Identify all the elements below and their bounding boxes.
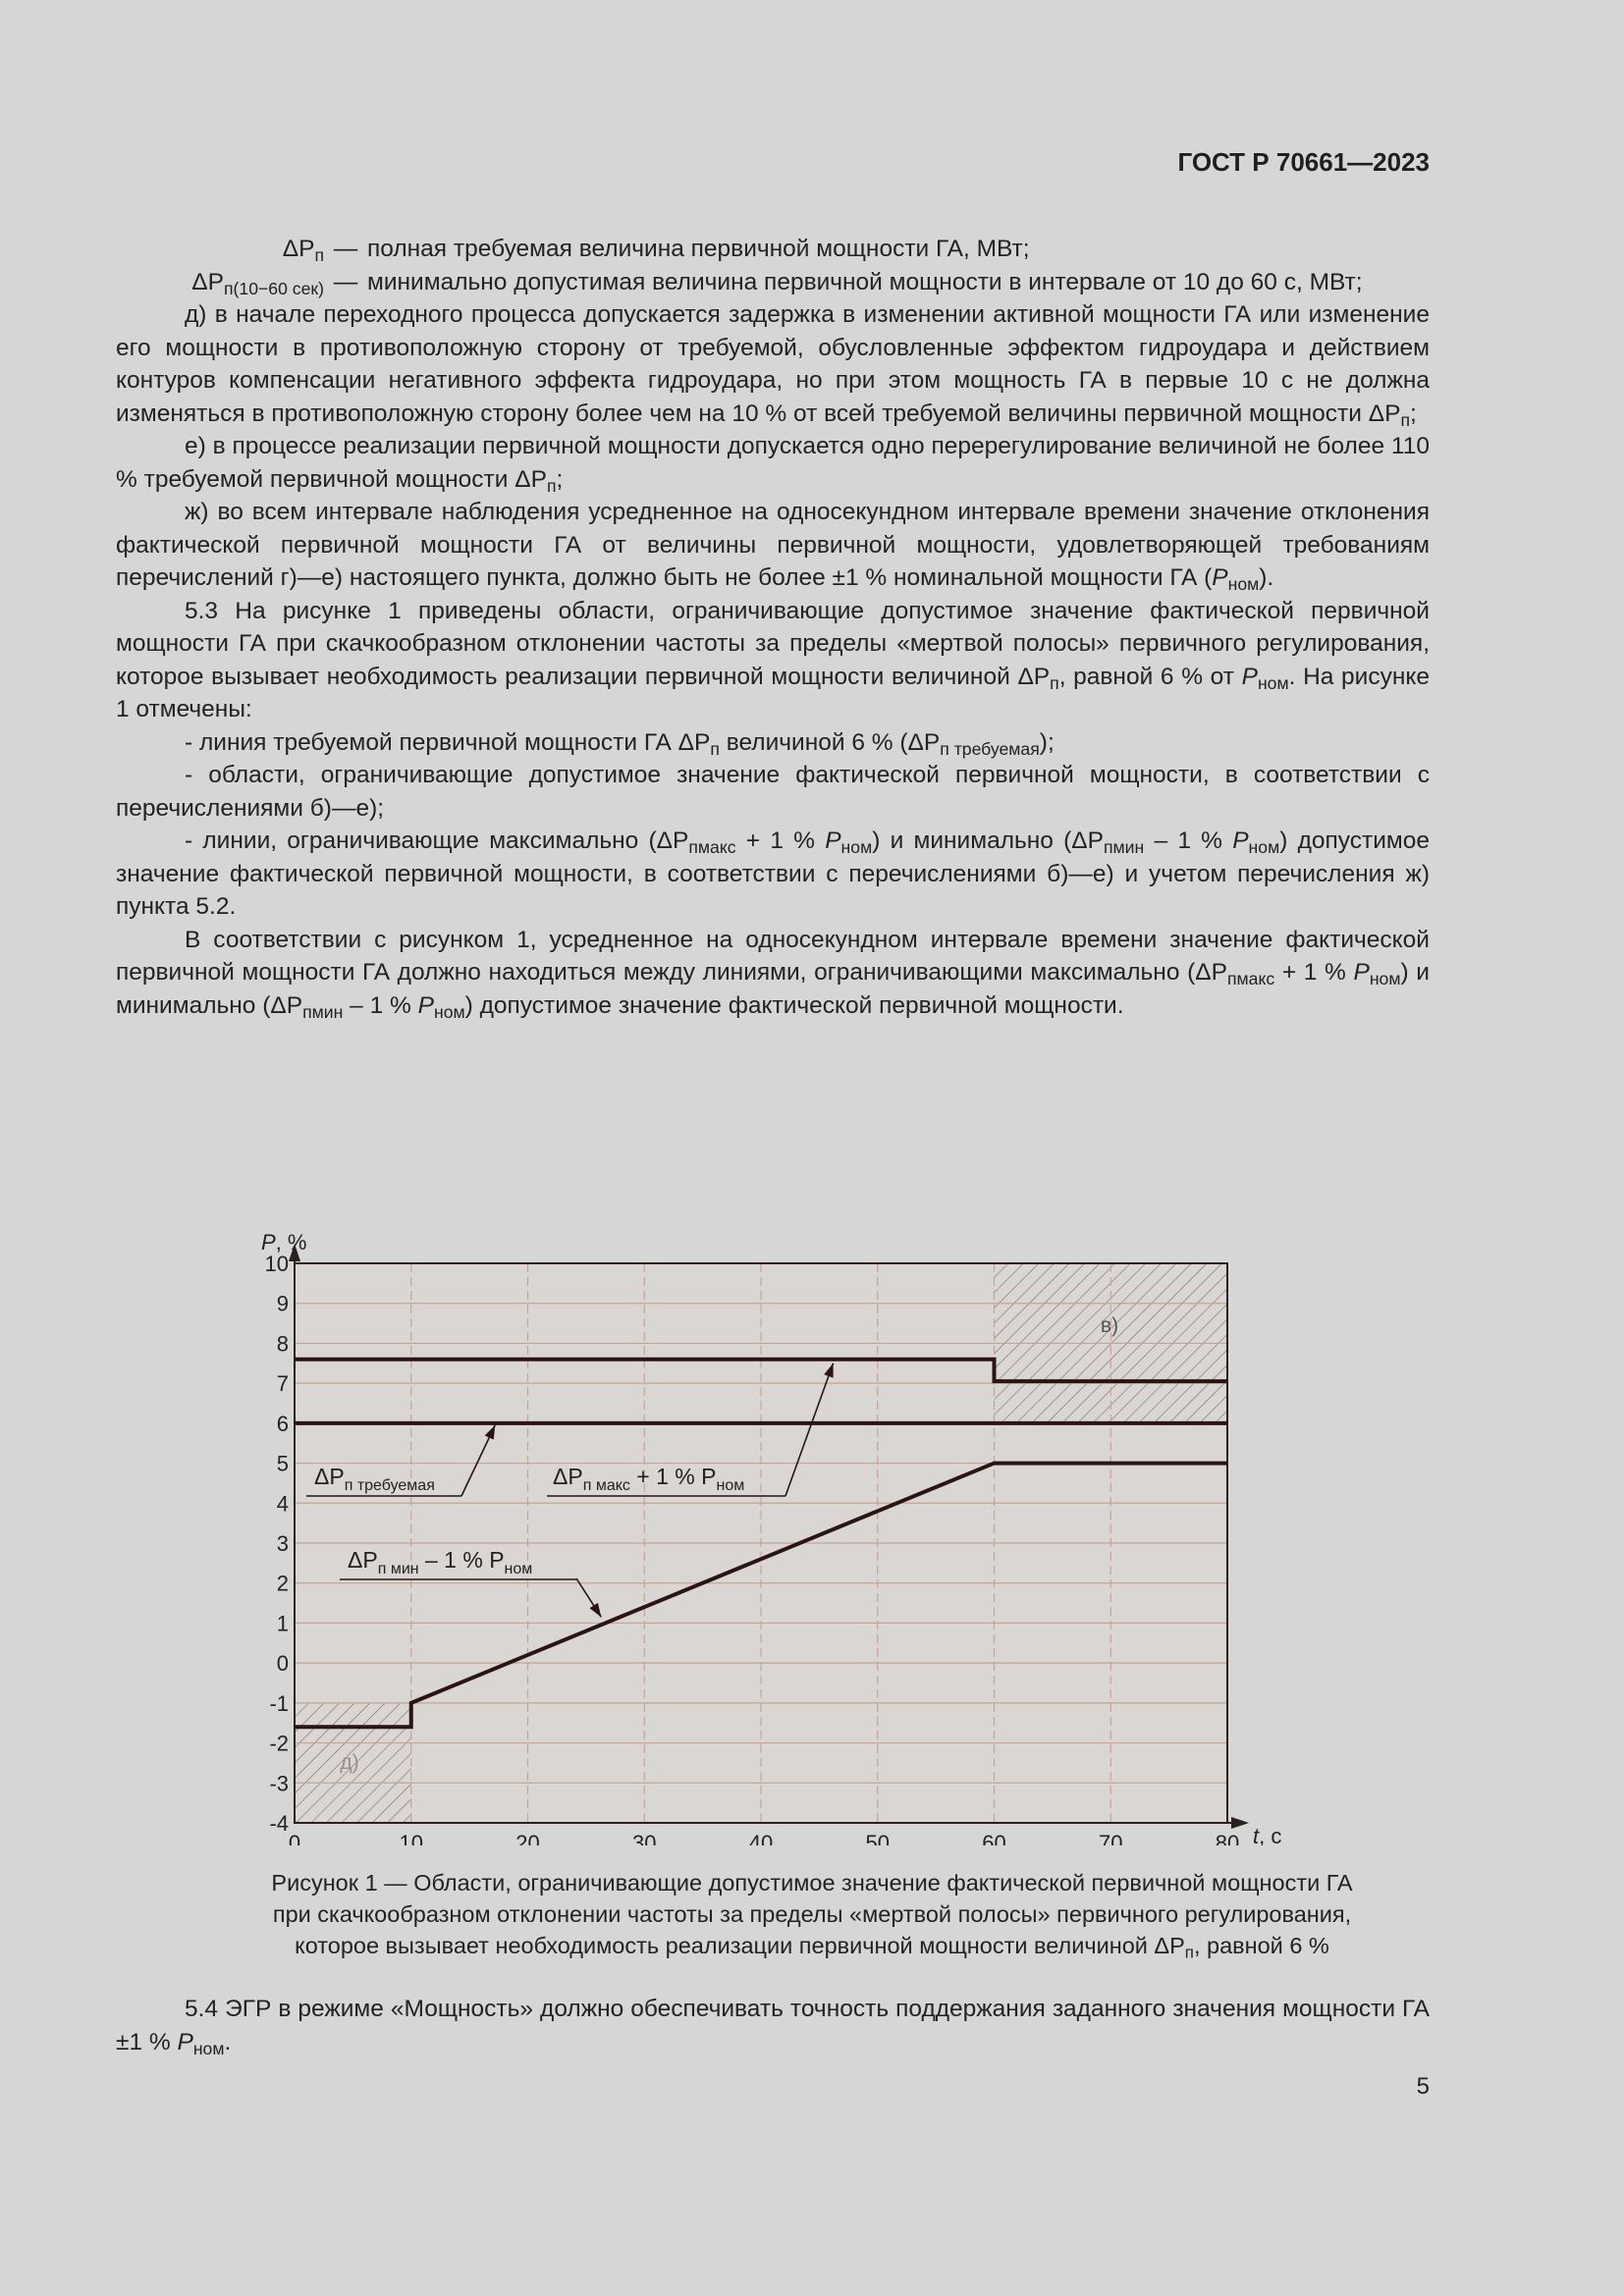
- section-5-3: 5.3 На рисунке 1 приведены области, ограничивающие допустимое значение фактической первичной мощности ГА при скачкообразном отклонении частоты за пределы «мертвой полосы» первичного регулирования, которое вызывает необходимость реализации первичной мощности величиной $\Delta P_п$, равной 6 % от $P_{ном}$. На рисунке 1 отмечены:: [116, 597, 1431, 722]
- region-label: д): [340, 1751, 359, 1774]
- definition-dp: $\Delta P_п$ — полная требуемая величина первичной мощности ГА, МВт;: [116, 233, 1430, 266]
- x-tick-label: 40: [748, 1831, 774, 1845]
- section-5-4: 5.4 ЭГР в режиме «Мощность» должно обеспечивать точность поддержания заданного значения мощности ГА ±1 % $P_{ном}$.: [116, 1996, 1430, 2058]
- y-tick-label: 10: [264, 1252, 289, 1276]
- y-tick-label: -2: [269, 1731, 289, 1756]
- y-tick-label: 0: [276, 1651, 289, 1677]
- document-id: ГОСТ Р 70661—2023: [1177, 147, 1430, 177]
- y-axis-label: P, %: [261, 1230, 307, 1255]
- power-limits-chart: [0, 1217, 1624, 1845]
- annotation-label: $\Delta P_{п требуемая}$: [314, 1464, 435, 1494]
- y-tick-label: 4: [276, 1491, 289, 1517]
- y-tick-label: 3: [276, 1531, 289, 1556]
- y-tick-label: 5: [276, 1451, 289, 1476]
- item-zh: ж) во всем интервале наблюдения усредненное на односекундном интервале времени значение отклонения фактической первичной мощности ГА от величины первичной мощности, удовлетворяющей требованиям перечислений г)—е) настоящего пункта, должно быть не более ±1 % номинальной мощности ГА $(P_{ном})$.: [116, 499, 1430, 594]
- accordance-paragraph: В соответствии с рисунком 1, усредненное на односекундном интервале времени значение фактической первичной мощности ГА должно находиться между линиями, ограничивающими максимально ($\Delta P_{пмакс} + 1$ % $P_{ном}$) и минимально ($\Delta P_{пмин} - 1$ % $P_{ном}$) допустимое значение фактической первичной мощности.: [116, 926, 1430, 1022]
- y-tick-label: 6: [276, 1411, 289, 1436]
- item-d: д) в начале переходного процесса допускается задержка в изменении активной мощности ГА или изменение его мощности в противоположную сторону от требуемой, обусловленные эффектом гидроудара и действием контуров компенсации негативного эффекта гидроудара, но при этом мощность ГА в первые 10 с не должна изменяться в противоположную сторону более чем на 10 % от всей требуемой величины первичной мощности $\Delta P_п$;: [116, 301, 1430, 430]
- x-tick-label: 60: [982, 1831, 1006, 1845]
- y-tick-label: -4: [269, 1811, 289, 1836]
- main-text: [116, 233, 1430, 1022]
- definition-term: $\Delta P_{п(10-60 сек)}$: [191, 268, 324, 298]
- x-tick-label: 10: [399, 1831, 423, 1845]
- definition-dp-10-60: $\Delta P_{п(10-60 сек)}$ — минимально допустимая величина первичной мощности в интервале от 10 до 60 с, МВт;: [116, 266, 1430, 299]
- x-tick-label: 20: [515, 1831, 540, 1845]
- x-tick-label: 70: [1099, 1831, 1123, 1845]
- x-tick-label: 80: [1215, 1831, 1240, 1845]
- y-tick-label: -3: [269, 1771, 289, 1796]
- annotation-label: $\Delta P_{п мин} - 1$ % $P_{ном}$: [348, 1547, 533, 1577]
- bullet-limit-lines: - линии, ограничивающие максимально ($\Delta P_{пмакс} + 1$ % $P_{ном}$) и минимально ($\Delta P_{пмин} - 1$ % $P_{ном}$) допустимое значение фактической первичной мощности, в соответствии с перечислениями б)—е) и учетом перечисления ж) пункта 5.2.: [116, 828, 1430, 920]
- x-axis-arrow: [1231, 1817, 1249, 1829]
- y-tick-label: 2: [276, 1571, 289, 1596]
- y-tick-label: -1: [269, 1690, 289, 1716]
- y-tick-label: 9: [276, 1291, 289, 1316]
- x-tick-label: 0: [288, 1831, 301, 1845]
- definition-term: $\Delta P_п$: [282, 236, 324, 265]
- y-tick-label: 7: [276, 1371, 289, 1397]
- annotation-label: $\Delta P_{п макс} + 1$ % $P_{ном}$: [553, 1464, 745, 1494]
- y-tick-label: 1: [276, 1611, 289, 1636]
- region-label: в): [1100, 1314, 1119, 1337]
- x-tick-label: 30: [632, 1831, 657, 1845]
- x-axis-label: t, с: [1253, 1824, 1282, 1845]
- definition-text: минимально допустимая величина первичной мощности в интервале от 10 до 60 с, МВт;: [367, 268, 1363, 295]
- bullet-required-line: - линия требуемой первичной мощности ГА $\Delta P_п$ величиной 6 % $(\Delta P_{п требуемая})$;: [185, 728, 1055, 759]
- figure-1: [0, 1217, 1624, 1845]
- figure-caption: Рисунок 1 — Области, ограничивающие допустимое значение фактической первичной мощности ГА при скачкообразном отклонении частоты за пределы «мертвой полосы» первичного регулирования, которое вызывает необходимость реализации первичной мощности величиной $\Delta P_п$, равной 6 %: [271, 1870, 1353, 1962]
- definition-text: полная требуемая величина первичной мощности ГА, МВт;: [367, 236, 1030, 262]
- x-tick-label: 50: [865, 1831, 890, 1845]
- item-e: е) в процессе реализации первичной мощности допускается одно перерегулирование величиной не более 110 % требуемой первичной мощности $\Delta P_п$;: [116, 433, 1430, 496]
- y-tick-label: 8: [276, 1331, 289, 1357]
- page-number: 5: [1416, 2073, 1430, 2100]
- bullet-regions: - области, ограничивающие допустимое значение фактической первичной мощности, в соответствии с перечислениями б)—е);: [116, 762, 1430, 822]
